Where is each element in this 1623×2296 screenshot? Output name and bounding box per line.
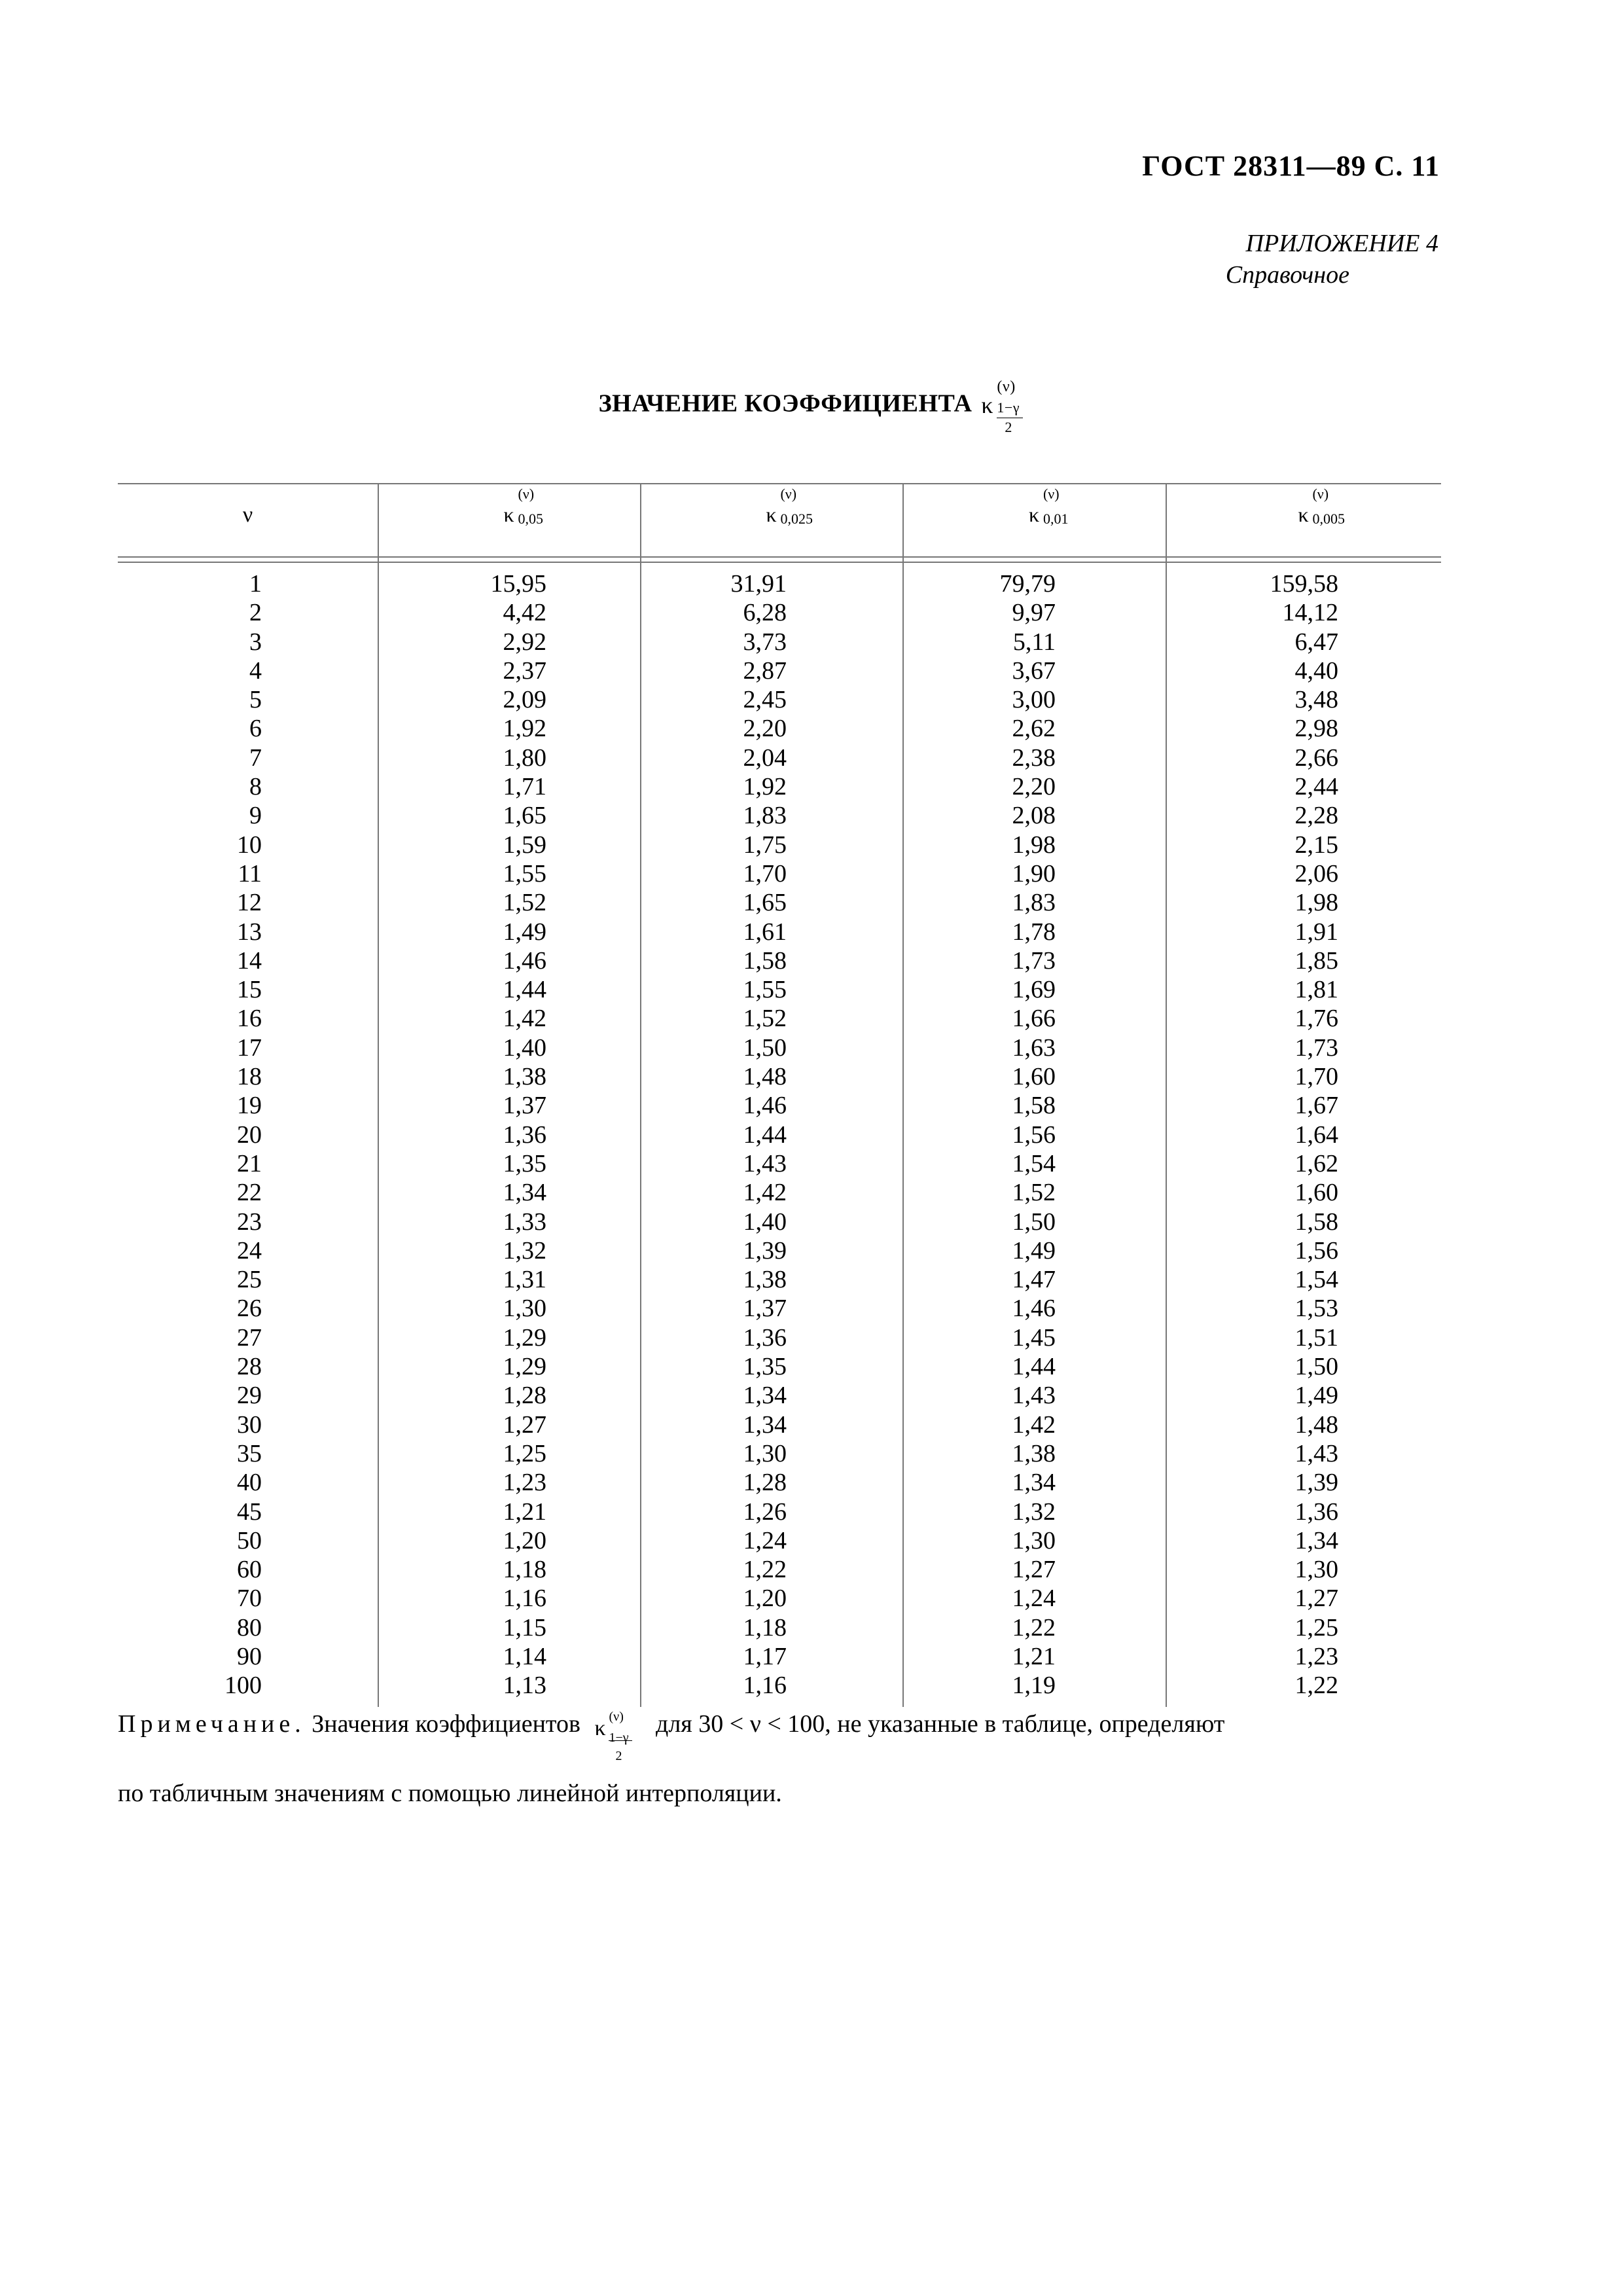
table-row bbox=[118, 1526, 1441, 1555]
value-cell: 1,56 bbox=[1012, 1121, 1056, 1149]
table-title bbox=[0, 378, 1623, 435]
header-rule-1 bbox=[118, 556, 1441, 558]
value-cell: 1,70 bbox=[1294, 1063, 1338, 1091]
table-row bbox=[118, 1004, 1441, 1033]
value-cell: 1,39 bbox=[1294, 1469, 1338, 1497]
nu-cell: 19 bbox=[237, 1092, 262, 1120]
value-cell: 1,60 bbox=[1294, 1179, 1338, 1207]
value-cell: 5,11 bbox=[1012, 628, 1056, 656]
value-cell: 2,37 bbox=[503, 656, 546, 685]
value-cell: 1,35 bbox=[743, 1353, 787, 1381]
value-cell: 2,09 bbox=[503, 686, 546, 714]
value-cell: 3,67 bbox=[1012, 656, 1056, 685]
value-cell: 2,20 bbox=[743, 715, 787, 743]
value-cell: 1,55 bbox=[503, 859, 546, 888]
table-row bbox=[118, 656, 1441, 685]
value-cell: 1,37 bbox=[503, 1092, 546, 1120]
table-row bbox=[118, 685, 1441, 714]
value-cell: 1,23 bbox=[503, 1469, 546, 1497]
table-row bbox=[118, 859, 1441, 888]
value-cell: 1,34 bbox=[1012, 1469, 1056, 1497]
nu-cell: 13 bbox=[237, 918, 262, 946]
table-row bbox=[118, 1091, 1441, 1120]
value-cell: 1,64 bbox=[1294, 1121, 1338, 1149]
value-cell: 159,58 bbox=[1270, 570, 1338, 598]
value-cell: 1,52 bbox=[503, 889, 546, 917]
table-row bbox=[118, 1265, 1441, 1294]
value-cell: 1,98 bbox=[1012, 831, 1056, 859]
note-continuation: по табличным значениям с помощью линейной интерполяции. bbox=[118, 1780, 782, 1807]
value-cell: 1,75 bbox=[743, 831, 787, 859]
table-note bbox=[118, 1710, 1441, 1764]
value-cell: 1,31 bbox=[503, 1266, 546, 1294]
value-cell: 1,43 bbox=[743, 1149, 787, 1177]
title-text: ЗНАЧЕНИЕ КОЭФФИЦИЕНТА bbox=[598, 389, 972, 418]
value-cell: 1,65 bbox=[503, 802, 546, 830]
value-cell: 1,13 bbox=[503, 1672, 546, 1700]
value-cell: 1,48 bbox=[743, 1063, 787, 1091]
value-cell: 2,15 bbox=[1294, 831, 1338, 859]
col-header-k001: κ (ν) 0,01 bbox=[1028, 486, 1069, 527]
value-cell: 6,47 bbox=[1294, 628, 1338, 656]
value-cell: 1,90 bbox=[1012, 859, 1056, 888]
value-cell: 1,50 bbox=[743, 1033, 787, 1062]
table-row bbox=[118, 1555, 1441, 1584]
value-cell: 1,33 bbox=[503, 1208, 546, 1236]
nu-cell: 11 bbox=[238, 859, 262, 888]
nu-cell: 2 bbox=[249, 599, 262, 627]
table-row bbox=[118, 918, 1441, 946]
value-cell: 1,50 bbox=[1012, 1208, 1056, 1236]
value-cell: 1,70 bbox=[743, 859, 787, 888]
value-cell: 1,71 bbox=[503, 773, 546, 801]
value-cell: 1,48 bbox=[1294, 1410, 1338, 1439]
value-cell: 1,38 bbox=[743, 1266, 787, 1294]
value-cell: 1,44 bbox=[743, 1121, 787, 1149]
table-row bbox=[118, 1642, 1441, 1671]
nu-cell: 20 bbox=[237, 1121, 262, 1149]
value-cell: 1,23 bbox=[1294, 1642, 1338, 1670]
value-cell: 1,50 bbox=[1294, 1353, 1338, 1381]
value-cell: 1,49 bbox=[1294, 1382, 1338, 1410]
table-row bbox=[118, 1584, 1441, 1613]
value-cell: 1,25 bbox=[503, 1439, 546, 1467]
value-cell: 2,20 bbox=[1012, 773, 1056, 801]
nu-cell: 5 bbox=[249, 686, 262, 714]
value-cell: 1,28 bbox=[503, 1382, 546, 1410]
col-header-k0005: κ (ν) 0,005 bbox=[1298, 486, 1345, 527]
value-cell: 1,44 bbox=[503, 976, 546, 1004]
value-cell: 3,73 bbox=[743, 628, 787, 656]
table-row bbox=[118, 1439, 1441, 1468]
value-cell: 1,17 bbox=[743, 1642, 787, 1670]
nu-cell: 60 bbox=[237, 1556, 262, 1584]
nu-cell: 4 bbox=[249, 656, 262, 685]
value-cell: 2,04 bbox=[743, 744, 787, 772]
value-cell: 79,79 bbox=[999, 570, 1056, 598]
nu-cell: 45 bbox=[237, 1498, 262, 1526]
table-row bbox=[118, 1468, 1441, 1497]
table-top-rule bbox=[118, 483, 1441, 484]
value-cell: 1,37 bbox=[743, 1295, 787, 1323]
value-cell: 2,87 bbox=[743, 656, 787, 685]
nu-cell: 24 bbox=[237, 1236, 262, 1265]
value-cell: 1,49 bbox=[503, 918, 546, 946]
value-cell: 1,16 bbox=[503, 1585, 546, 1613]
nu-cell: 100 bbox=[224, 1672, 262, 1700]
value-cell: 1,35 bbox=[503, 1149, 546, 1177]
value-cell: 2,98 bbox=[1294, 715, 1338, 743]
note-text-b: для 30 < ν < 100, не указанные в таблице, определяют bbox=[655, 1710, 1225, 1738]
value-cell: 1,27 bbox=[503, 1410, 546, 1439]
value-cell: 1,92 bbox=[743, 773, 787, 801]
col-header-k0025: κ (ν) 0,025 bbox=[766, 486, 813, 527]
table-row bbox=[118, 628, 1441, 656]
table-row bbox=[118, 1236, 1441, 1265]
page-number-header: ГОСТ 28311—89 С. 11 bbox=[1142, 150, 1440, 182]
value-cell: 3,48 bbox=[1294, 686, 1338, 714]
value-cell: 1,92 bbox=[503, 715, 546, 743]
value-cell: 1,65 bbox=[743, 889, 787, 917]
nu-cell: 12 bbox=[237, 889, 262, 917]
col-header-k005: κ (ν) 0,05 bbox=[503, 486, 543, 527]
value-cell: 1,18 bbox=[743, 1613, 787, 1641]
value-cell: 1,42 bbox=[1012, 1410, 1056, 1439]
table-row bbox=[118, 744, 1441, 772]
value-cell: 1,46 bbox=[743, 1092, 787, 1120]
value-cell: 1,52 bbox=[743, 1005, 787, 1033]
note-lead: Примечание. bbox=[118, 1710, 306, 1738]
value-cell: 1,25 bbox=[1294, 1613, 1338, 1641]
table-row bbox=[118, 1352, 1441, 1381]
value-cell: 1,22 bbox=[1012, 1613, 1056, 1641]
value-cell: 1,27 bbox=[1012, 1556, 1056, 1584]
table-row bbox=[118, 975, 1441, 1004]
value-cell: 1,83 bbox=[1012, 889, 1056, 917]
nu-cell: 22 bbox=[237, 1179, 262, 1207]
value-cell: 6,28 bbox=[743, 599, 787, 627]
value-cell: 1,26 bbox=[743, 1498, 787, 1526]
table-row bbox=[118, 1323, 1441, 1352]
value-cell: 1,40 bbox=[743, 1208, 787, 1236]
nu-cell: 7 bbox=[249, 744, 262, 772]
nu-cell: 21 bbox=[237, 1149, 262, 1177]
value-cell: 1,58 bbox=[1294, 1208, 1338, 1236]
value-cell: 1,29 bbox=[503, 1323, 546, 1352]
table-row bbox=[118, 1381, 1441, 1410]
value-cell: 1,53 bbox=[1294, 1295, 1338, 1323]
value-cell: 2,66 bbox=[1294, 744, 1338, 772]
value-cell: 1,54 bbox=[1012, 1149, 1056, 1177]
table-row bbox=[118, 831, 1441, 859]
title-symbol: κ (ν) 1−γ 2 bbox=[978, 380, 1024, 432]
value-cell: 1,14 bbox=[503, 1642, 546, 1670]
value-cell: 1,20 bbox=[743, 1585, 787, 1613]
value-cell: 1,73 bbox=[1012, 946, 1056, 975]
header-rule-2 bbox=[118, 562, 1441, 563]
value-cell: 1,42 bbox=[503, 1005, 546, 1033]
nu-cell: 14 bbox=[237, 946, 262, 975]
value-cell: 1,28 bbox=[743, 1469, 787, 1497]
nu-cell: 35 bbox=[237, 1439, 262, 1467]
value-cell: 1,91 bbox=[1294, 918, 1338, 946]
table-row bbox=[118, 888, 1441, 917]
nu-cell: 29 bbox=[237, 1382, 262, 1410]
table-row bbox=[118, 801, 1441, 830]
value-cell: 1,24 bbox=[1012, 1585, 1056, 1613]
value-cell: 1,29 bbox=[503, 1353, 546, 1381]
value-cell: 1,30 bbox=[503, 1295, 546, 1323]
value-cell: 1,15 bbox=[503, 1613, 546, 1641]
value-cell: 1,67 bbox=[1294, 1092, 1338, 1120]
value-cell: 1,76 bbox=[1294, 1005, 1338, 1033]
nu-cell: 23 bbox=[237, 1208, 262, 1236]
table-row bbox=[118, 1178, 1441, 1207]
appendix-label: ПРИЛОЖЕНИЕ 4 bbox=[1245, 230, 1438, 257]
value-cell: 1,46 bbox=[1012, 1295, 1056, 1323]
value-cell: 1,78 bbox=[1012, 918, 1056, 946]
value-cell: 1,24 bbox=[743, 1526, 787, 1554]
table-row bbox=[118, 1410, 1441, 1439]
nu-cell: 50 bbox=[237, 1526, 262, 1554]
table-row bbox=[118, 1062, 1441, 1091]
table-row bbox=[118, 1121, 1441, 1149]
value-cell: 1,85 bbox=[1294, 946, 1338, 975]
value-cell: 1,38 bbox=[503, 1063, 546, 1091]
value-cell: 1,73 bbox=[1294, 1033, 1338, 1062]
value-cell: 1,30 bbox=[1294, 1556, 1338, 1584]
value-cell: 2,62 bbox=[1012, 715, 1056, 743]
table-row bbox=[118, 1208, 1441, 1236]
value-cell: 9,97 bbox=[1012, 599, 1056, 627]
value-cell: 1,47 bbox=[1012, 1266, 1056, 1294]
value-cell: 2,45 bbox=[743, 686, 787, 714]
nu-cell: 80 bbox=[237, 1613, 262, 1641]
value-cell: 1,81 bbox=[1294, 976, 1338, 1004]
value-cell: 1,40 bbox=[503, 1033, 546, 1062]
nu-cell: 40 bbox=[237, 1469, 262, 1497]
value-cell: 1,46 bbox=[503, 946, 546, 975]
table-body bbox=[118, 569, 1441, 1700]
table-row bbox=[118, 1613, 1441, 1642]
value-cell: 2,38 bbox=[1012, 744, 1056, 772]
value-cell: 1,52 bbox=[1012, 1179, 1056, 1207]
nu-cell: 90 bbox=[237, 1642, 262, 1670]
table-row bbox=[118, 1671, 1441, 1700]
value-cell: 1,62 bbox=[1294, 1149, 1338, 1177]
value-cell: 3,00 bbox=[1012, 686, 1056, 714]
nu-cell: 70 bbox=[237, 1585, 262, 1613]
nu-cell: 6 bbox=[249, 715, 262, 743]
col-header-nu: ν bbox=[242, 503, 253, 527]
nu-cell: 1 bbox=[249, 570, 262, 598]
value-cell: 2,28 bbox=[1294, 802, 1338, 830]
value-cell: 1,45 bbox=[1012, 1323, 1056, 1352]
value-cell: 2,08 bbox=[1012, 802, 1056, 830]
value-cell: 1,56 bbox=[1294, 1236, 1338, 1265]
value-cell: 4,42 bbox=[503, 599, 546, 627]
nu-cell: 25 bbox=[237, 1266, 262, 1294]
value-cell: 1,22 bbox=[743, 1556, 787, 1584]
value-cell: 1,60 bbox=[1012, 1063, 1056, 1091]
value-cell: 1,44 bbox=[1012, 1353, 1056, 1381]
note-symbol: κ (ν) 1−γ 2 bbox=[592, 1713, 644, 1739]
nu-cell: 16 bbox=[237, 1005, 262, 1033]
value-cell: 1,34 bbox=[743, 1410, 787, 1439]
value-cell: 1,36 bbox=[1294, 1498, 1338, 1526]
value-cell: 1,32 bbox=[1012, 1498, 1056, 1526]
appendix-subtitle: Справочное bbox=[1225, 261, 1349, 289]
value-cell: 1,61 bbox=[743, 918, 787, 946]
table-row bbox=[118, 772, 1441, 801]
nu-cell: 15 bbox=[237, 976, 262, 1004]
nu-cell: 10 bbox=[237, 831, 262, 859]
value-cell: 1,63 bbox=[1012, 1033, 1056, 1062]
note-text-a: Значения коэффициентов bbox=[312, 1710, 580, 1738]
nu-cell: 3 bbox=[249, 628, 262, 656]
nu-cell: 8 bbox=[249, 773, 262, 801]
value-cell: 1,51 bbox=[1294, 1323, 1338, 1352]
value-cell: 1,22 bbox=[1294, 1672, 1338, 1700]
nu-cell: 17 bbox=[237, 1033, 262, 1062]
value-cell: 2,06 bbox=[1294, 859, 1338, 888]
value-cell: 1,58 bbox=[1012, 1092, 1056, 1120]
value-cell: 31,91 bbox=[730, 570, 787, 598]
value-cell: 1,20 bbox=[503, 1526, 546, 1554]
value-cell: 1,34 bbox=[743, 1382, 787, 1410]
value-cell: 1,55 bbox=[743, 976, 787, 1004]
value-cell: 1,58 bbox=[743, 946, 787, 975]
value-cell: 1,38 bbox=[1012, 1439, 1056, 1467]
nu-cell: 30 bbox=[237, 1410, 262, 1439]
table-row bbox=[118, 598, 1441, 627]
nu-cell: 27 bbox=[237, 1323, 262, 1352]
value-cell: 1,83 bbox=[743, 802, 787, 830]
value-cell: 1,30 bbox=[1012, 1526, 1056, 1554]
table-row bbox=[118, 1294, 1441, 1323]
value-cell: 1,21 bbox=[503, 1498, 546, 1526]
value-cell: 1,43 bbox=[1294, 1439, 1338, 1467]
table-row bbox=[118, 714, 1441, 743]
value-cell: 1,39 bbox=[743, 1236, 787, 1265]
value-cell: 1,69 bbox=[1012, 976, 1056, 1004]
value-cell: 1,66 bbox=[1012, 1005, 1056, 1033]
value-cell: 1,98 bbox=[1294, 889, 1338, 917]
nu-cell: 26 bbox=[237, 1295, 262, 1323]
value-cell: 1,43 bbox=[1012, 1382, 1056, 1410]
table-row bbox=[118, 1498, 1441, 1526]
value-cell: 1,34 bbox=[503, 1179, 546, 1207]
value-cell: 1,19 bbox=[1012, 1672, 1056, 1700]
value-cell: 2,92 bbox=[503, 628, 546, 656]
value-cell: 1,34 bbox=[1294, 1526, 1338, 1554]
table-row bbox=[118, 946, 1441, 975]
value-cell: 14,12 bbox=[1282, 599, 1338, 627]
nu-cell: 9 bbox=[249, 802, 262, 830]
value-cell: 1,42 bbox=[743, 1179, 787, 1207]
value-cell: 1,21 bbox=[1012, 1642, 1056, 1670]
value-cell: 1,59 bbox=[503, 831, 546, 859]
value-cell: 1,36 bbox=[503, 1121, 546, 1149]
value-cell: 1,30 bbox=[743, 1439, 787, 1467]
table-row bbox=[118, 1033, 1441, 1062]
value-cell: 1,18 bbox=[503, 1556, 546, 1584]
value-cell: 1,32 bbox=[503, 1236, 546, 1265]
value-cell: 4,40 bbox=[1294, 656, 1338, 685]
value-cell: 1,27 bbox=[1294, 1585, 1338, 1613]
table-row bbox=[118, 569, 1441, 598]
value-cell: 1,54 bbox=[1294, 1266, 1338, 1294]
nu-cell: 18 bbox=[237, 1063, 262, 1091]
value-cell: 1,36 bbox=[743, 1323, 787, 1352]
nu-cell: 28 bbox=[237, 1353, 262, 1381]
value-cell: 15,95 bbox=[490, 570, 546, 598]
value-cell: 1,49 bbox=[1012, 1236, 1056, 1265]
table-row bbox=[118, 1149, 1441, 1178]
value-cell: 2,44 bbox=[1294, 773, 1338, 801]
value-cell: 1,80 bbox=[503, 744, 546, 772]
value-cell: 1,16 bbox=[743, 1672, 787, 1700]
